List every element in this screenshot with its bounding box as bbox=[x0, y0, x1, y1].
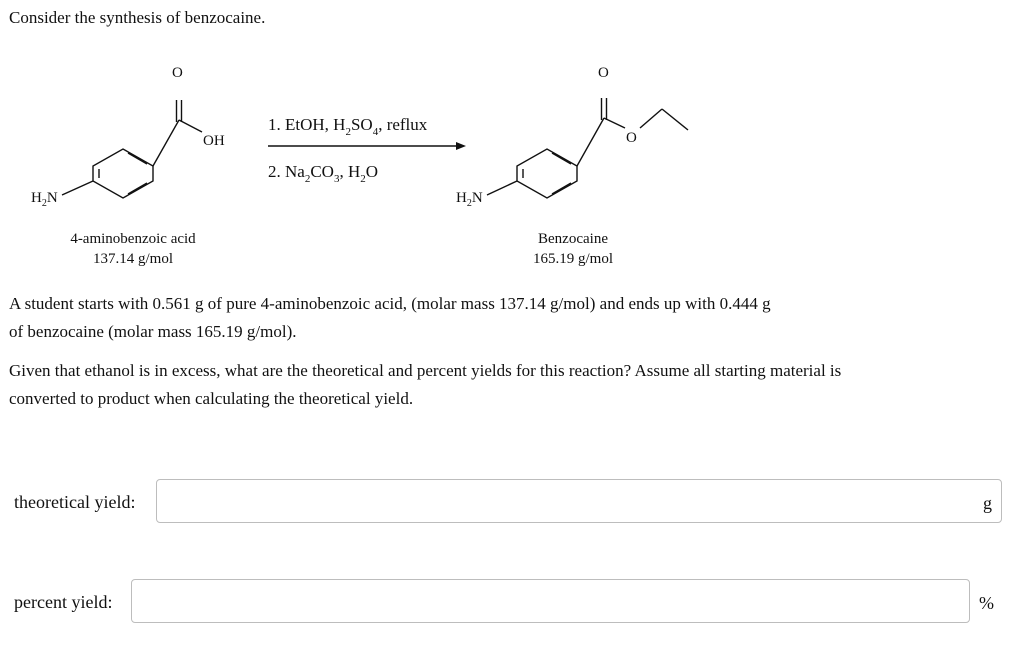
percent-yield-unit: % bbox=[979, 593, 994, 613]
intro-text: Consider the synthesis of benzocaine. bbox=[9, 8, 266, 27]
reactant-molar-mass: 137.14 g/mol bbox=[92, 251, 174, 267]
theoretical-yield-unit: g bbox=[983, 493, 992, 513]
product-benzene-ring bbox=[517, 149, 577, 198]
product-nh2: $H_2N$ bbox=[456, 190, 483, 209]
reactant-carbonyl-o: O bbox=[172, 65, 183, 81]
reaction-scheme bbox=[0, 50, 720, 280]
product-ester-o: O bbox=[626, 130, 637, 146]
reactant-structure bbox=[62, 100, 202, 198]
problem-line: converted to product when calculating the theoretical yield. bbox=[9, 389, 414, 408]
percent-yield-label: percent yield: bbox=[14, 592, 113, 612]
product-molar-mass: 165.19 g/mol bbox=[532, 251, 614, 267]
problem-line: A student starts with 0.561 g of pure 4-aminobenzoic acid, (molar mass 137.14 g/mol) and ends up with 0.444 g bbox=[9, 294, 771, 313]
problem-line: of benzocaine (molar mass 165.19 g/mol). bbox=[9, 322, 297, 341]
reactant-name: 4-aminobenzoic acid bbox=[70, 231, 196, 247]
theoretical-yield-label: theoretical yield: bbox=[14, 492, 136, 512]
reagent-step-2: 2. $Na_2CO_3$, $H_2O$ bbox=[268, 162, 379, 185]
problem-paragraph-2 bbox=[9, 357, 1009, 413]
reactant-benzene-ring bbox=[93, 149, 153, 198]
product-carbonyl-o: O bbox=[598, 65, 609, 81]
reagent-step-1: 1. EtOH, $H_2SO_4$, reflux bbox=[268, 115, 428, 138]
theoretical-yield-input[interactable] bbox=[156, 479, 1002, 523]
reaction-arrowhead bbox=[456, 142, 466, 150]
product-structure bbox=[487, 98, 688, 198]
problem-line: Given that ethanol is in excess, what are the theoretical and percent yields for this reaction? Assume all starting material is bbox=[9, 361, 842, 380]
product-name: Benzocaine bbox=[538, 231, 608, 247]
problem-paragraph-1 bbox=[9, 290, 1009, 346]
reactant-nh2: $H_2N$ bbox=[31, 190, 58, 209]
reactant-oh: OH bbox=[203, 133, 225, 149]
percent-yield-input[interactable] bbox=[131, 579, 970, 623]
